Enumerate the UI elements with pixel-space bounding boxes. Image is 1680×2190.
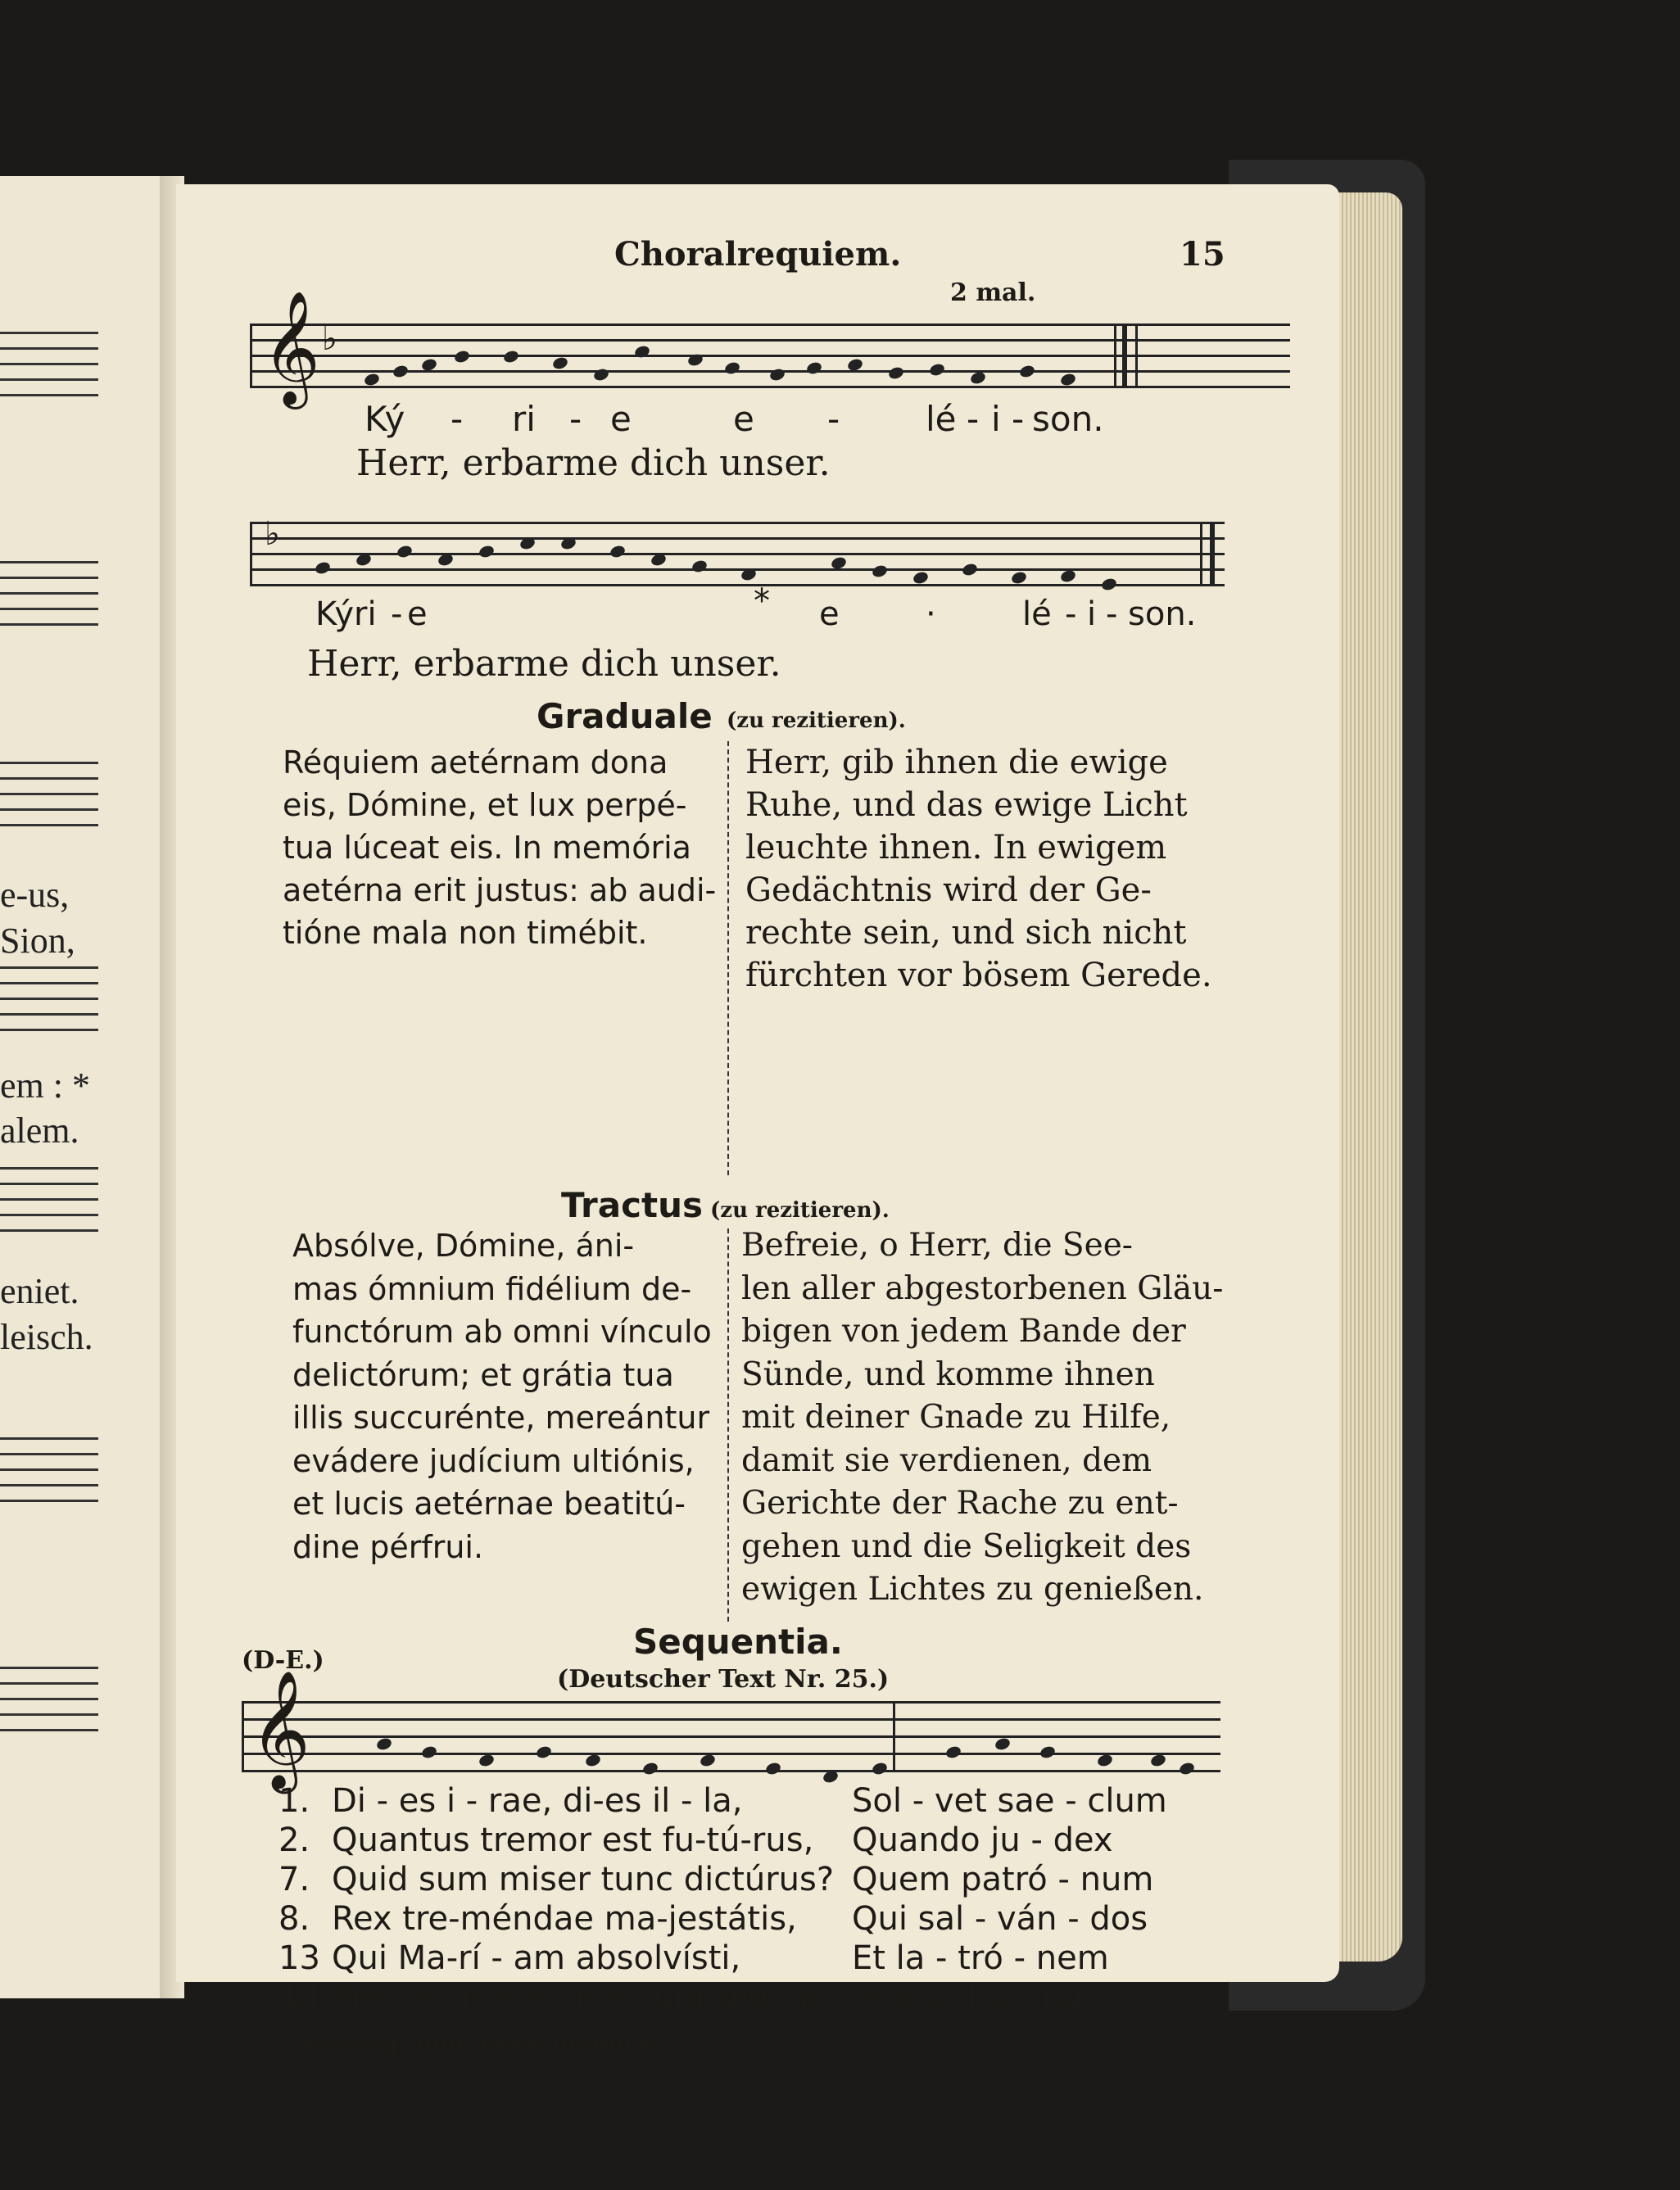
left-staff [0, 966, 98, 1044]
verse-line: Quantus tremor est fu-tú-rus, [332, 1821, 814, 1859]
left-fragment: em : * [0, 1066, 90, 1106]
left-staff [0, 1167, 98, 1245]
footer-title: Gesang- und Andachtsbuch. [303, 2031, 663, 2058]
latin-line: Réquiem aetérnam dona [283, 744, 668, 781]
german-line: leuchte ihnen. In ewigem [745, 829, 1167, 866]
verse-line: Sed tu bo - nus [852, 1979, 1101, 2016]
tractus-heading: Tractus [561, 1185, 703, 1225]
german-line: damit sie verdienen, dem [741, 1441, 1152, 1479]
left-staff [0, 332, 98, 409]
syllable: - [827, 399, 840, 439]
tractus-note: (zu rezitieren). [710, 1198, 890, 1223]
column-divider [727, 1228, 729, 1622]
german-line: mit deiner Gnade zu Hilfe, [741, 1399, 1171, 1436]
left-fragment: alem. [0, 1111, 79, 1151]
treble-clef-icon: 𝄞 [250, 1670, 310, 1789]
german-line: Sünde, und komme ihnen [741, 1355, 1155, 1393]
syllable: son. [1032, 399, 1104, 439]
verse-line: Pre-ces meae non sunt dignae: [332, 1979, 841, 2016]
verse-text-b [852, 1781, 1167, 2017]
syllable: Kýri [315, 595, 377, 633]
right-page [176, 184, 1339, 2058]
column-divider [727, 741, 729, 1175]
german-line: Gerichte der Rache zu ent- [741, 1485, 1179, 1522]
graduale-heading: Graduale [537, 696, 713, 736]
syllable: · [926, 595, 936, 633]
page-number: 15 [1180, 235, 1225, 274]
verse-number: 8. [278, 1900, 310, 1938]
syllable: e [610, 399, 632, 439]
left-staff [0, 1667, 98, 1744]
german-line: len aller abgestorbenen Gläu- [741, 1269, 1224, 1307]
tractus-german [741, 1224, 1223, 1612]
kyrie-staff-2 [250, 515, 1225, 587]
syllable: Ký [365, 399, 405, 439]
verse-numbers [278, 1781, 331, 2017]
latin-line: functórum ab omni vínculo [292, 1314, 712, 1350]
mode-label: (D-E.) [242, 1646, 324, 1675]
flat-icon: ♭ [322, 320, 337, 358]
syllable: lé [1022, 595, 1052, 633]
verse-number: 1. [278, 1782, 310, 1820]
treble-clef-icon: 𝄞 [262, 291, 320, 405]
signature-mark: 2 [1163, 2031, 1180, 2058]
left-fragment: e-us, [0, 875, 70, 915]
tractus-latin [292, 1224, 712, 1568]
latin-line: eis, Dómine, et lux perpé- [283, 787, 687, 823]
flat-icon: ♭ [265, 515, 280, 553]
verse-number: 2. [278, 1821, 310, 1859]
latin-line: tióne mala non timébit. [283, 915, 648, 951]
syllable: son. [1128, 595, 1197, 633]
verse-line: Et la - tró - nem [852, 1939, 1109, 1977]
left-fragment: eniet. [0, 1271, 79, 1311]
german-line: bigen von jedem Bande der [741, 1313, 1186, 1350]
latin-line: illis succurénte, mereántur [292, 1400, 710, 1436]
german-line: Befreie, o Herr, die See- [741, 1227, 1133, 1264]
syllable: * [754, 582, 770, 620]
verse-line: Sol - vet sae - clum [852, 1782, 1167, 1820]
syllable: - [391, 595, 403, 633]
verse-line: Qui sal - ván - dos [852, 1900, 1148, 1938]
latin-line: mas ómnium fidélium de- [292, 1270, 692, 1307]
german-line: rechte sein, und sich nicht [745, 914, 1187, 952]
left-page [0, 176, 168, 1998]
syllable: - [967, 399, 980, 439]
verse-number: 13 [278, 1939, 320, 1977]
verse-line: Quando ju - dex [852, 1821, 1113, 1859]
graduale-latin [283, 741, 716, 954]
syllable: - [451, 399, 464, 439]
sequentia-note: (Deutscher Text Nr. 25.) [557, 1665, 890, 1694]
syllable: ri [512, 399, 536, 439]
syllable: e [407, 595, 428, 633]
translation: Herr, erbarme dich unser. [356, 442, 831, 484]
german-line: ewigen Lichtes zu genießen. [741, 1571, 1204, 1608]
latin-line: et lucis aetérnae beatitú- [292, 1486, 686, 1522]
left-fragment: Sion, [0, 921, 75, 961]
latin-line: delictórum; et grátia tua [292, 1356, 674, 1393]
repeat-note: 2 mal. [950, 278, 1036, 307]
german-line: Gedächtnis wird der Ge- [745, 871, 1152, 909]
syllable: e [733, 399, 754, 439]
latin-line: dine pérfrui. [292, 1528, 484, 1565]
syllable: - [1106, 595, 1118, 633]
verse-line: Quem patró - num [852, 1861, 1154, 1898]
left-staff [0, 1437, 98, 1515]
verse-text-a [332, 1781, 840, 2017]
left-staff [0, 561, 98, 639]
latin-line: tua lúceat eis. In memória [283, 830, 691, 866]
left-staff [0, 762, 98, 839]
verse-number: 14. [278, 1979, 331, 2016]
german-line: fürchten vor bösem Gerede. [745, 957, 1212, 994]
running-title: Choralrequiem. [614, 235, 902, 274]
graduale-note: (zu rezitieren). [727, 708, 906, 733]
latin-line: evádere judícium ultiónis, [292, 1442, 695, 1479]
syllable: - [1012, 399, 1025, 439]
left-fragment: leisch. [0, 1317, 93, 1357]
verse-line: Qui Ma-rí - am absolvísti, [332, 1939, 741, 1977]
german-line: gehen und die Seligkeit des [741, 1527, 1192, 1565]
german-line: Ruhe, und das ewige Licht [745, 786, 1188, 824]
syllable: - [1065, 595, 1077, 633]
latin-line: aetérna erit justus: ab audi- [283, 872, 717, 908]
german-line: Herr, gib ihnen die ewige [745, 744, 1168, 781]
graduale-german [745, 741, 1212, 997]
verse-number: 7. [278, 1861, 310, 1898]
syllable: lé [926, 399, 957, 439]
translation: Herr, erbarme dich unser. [307, 643, 781, 685]
verse-line: Di - es i - rae, di-es il - la, [332, 1782, 743, 1820]
syllable: i [991, 399, 1001, 439]
latin-line: Absólve, Dómine, áni- [292, 1228, 635, 1264]
syllable: e [819, 595, 840, 633]
verse-line: Quid sum miser tunc dictúrus? [332, 1861, 835, 1898]
sequentia-heading: Sequentia. [633, 1622, 843, 1662]
syllable: - [569, 399, 582, 439]
verse-line: Rex tre-méndae ma-jestátis, [332, 1900, 797, 1938]
syllable: i [1087, 595, 1097, 633]
